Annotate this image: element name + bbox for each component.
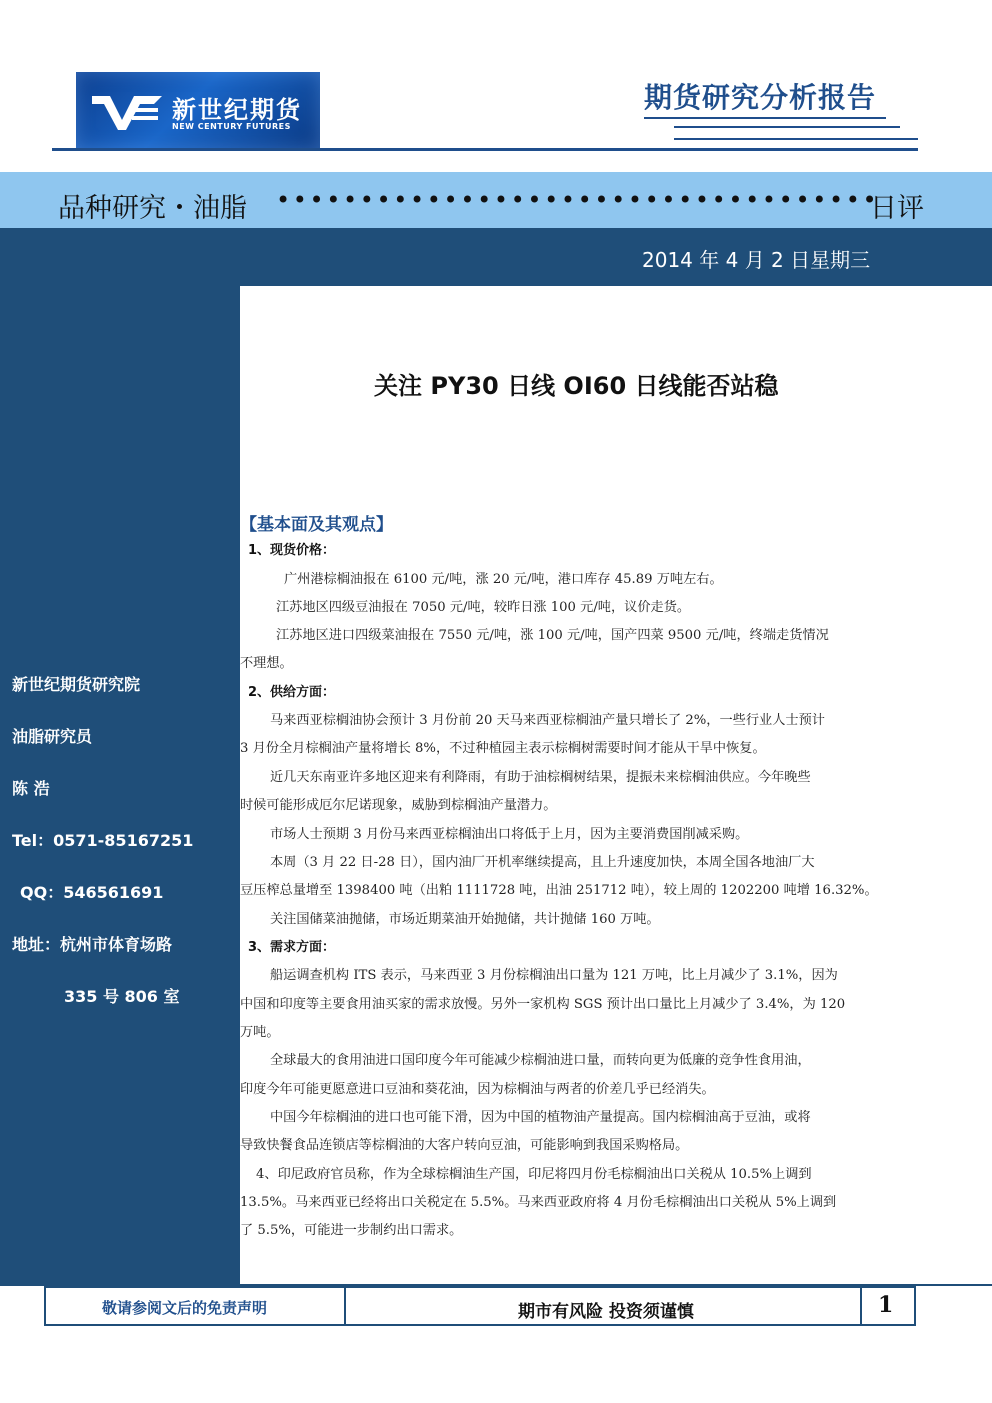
disclaimer-box[interactable] — [46, 1288, 346, 1324]
paragraph-line: 中国今年棕榈油的进口也可能下滑，因为中国的植物油产量提高。国内棕榈油高于豆油，或将 — [270, 1110, 811, 1125]
page-number-box — [860, 1288, 916, 1324]
paragraph-line: 江苏地区进口四级菜油报在 7550 元/吨，涨 100 元/吨，国产四菜 9500 元/吨，终端走货情况 — [276, 628, 829, 643]
paragraph-line: 13.5%。马来西亚已经将出口关税定在 5.5%。马来西亚政府将 4 月份毛棕榈油出口关税从 5%上调到 — [240, 1195, 837, 1210]
subheading-supply: 2、供给方面： — [248, 685, 336, 700]
author-address: 地址：杭州市体育场路 — [12, 935, 173, 954]
paragraph-line: 导致快餐食品连锁店等棕榈油的大客户转向豆油，可能影响到我国采购格局。 — [240, 1138, 689, 1153]
risk-warning: 期市有风险 投资须谨慎 — [518, 1302, 694, 1322]
page-footer — [44, 1286, 916, 1326]
author-phone: Tel：0571-85167251 — [12, 831, 194, 850]
paragraph-line: 了 5.5%，可能进一步制约出口需求。 — [240, 1223, 463, 1238]
paragraph-line: 马来西亚棕榈油协会预计 3 月份前 20 天马来西亚棕榈油产量只增长了 2%，一些行业人士预计 — [270, 713, 825, 728]
paragraph-line: 关注国储菜油抛储，市场近期菜油开始抛储，共计抛储 160 万吨。 — [270, 912, 660, 927]
paragraph-line: 万吨。 — [240, 1025, 280, 1040]
title-underline — [674, 138, 918, 140]
author-sidebar — [0, 286, 240, 1284]
paragraph-line: 江苏地区四级豆油报在 7050 元/吨，较昨日涨 100 元/吨，议价走货。 — [276, 600, 691, 615]
report-kind: 日评 — [870, 193, 924, 224]
author-qq: QQ：546561691 — [20, 883, 164, 902]
title-underline — [644, 117, 886, 119]
paragraph-line: 时候可能形成厄尔尼诺现象，威胁到棕榈油产量潜力。 — [240, 798, 557, 813]
section-heading: 【基本面及其观点】 — [240, 515, 393, 535]
paragraph-line: 全球最大的食用油进口国印度今年可能减少棕榈油进口量，而转向更为低廉的竞争性食用油， — [270, 1053, 811, 1068]
date-band — [0, 228, 992, 286]
header-divider — [52, 148, 918, 151]
paragraph-line: 豆压榨总量增至 1398400 吨（出粕 1111728 吨，出油 251712 吨），较上周的 1202200 吨增 16.32%。 — [240, 883, 878, 898]
institute-name: 新世纪期货研究院 — [12, 675, 141, 694]
logo-chinese-name: 新世纪期货 — [172, 95, 302, 124]
paragraph-line: 印度今年可能更愿意进口豆油和葵花油，因为棕榈油与两者的价差几乎已经消失。 — [240, 1082, 715, 1097]
paragraph-line: 市场人士预期 3 月份马来西亚棕榈油出口将低于上月，因为主要消费国削减采购。 — [270, 827, 749, 842]
subheading-spot-price: 1、现货价格： — [248, 543, 336, 558]
disclaimer-link[interactable]: 敬请参阅文后的免责声明 — [102, 1299, 268, 1317]
logo-mark-icon — [92, 90, 162, 134]
paragraph-line: 近几天东南亚许多地区迎来有利降雨，有助于油棕榈树结果，提振未来棕榈油供应。今年晚些 — [270, 770, 811, 785]
paragraph-line: 中国和印度等主要食用油买家的需求放慢。另外一家机构 SGS 预计出口量比上月减少了 3.4%，为 120 — [240, 997, 846, 1012]
author-name: 陈 浩 — [12, 779, 50, 798]
author-role: 油脂研究员 — [12, 727, 93, 746]
paragraph-line: 本周（3 月 22 日-28 日），国内油厂开机率继续提高，且上升速度加快，本周全国各地油厂大 — [270, 855, 815, 870]
dot-leader: •••••••••••••••••••••••••••••••••••• — [276, 186, 880, 214]
company-logo — [76, 72, 320, 150]
category-label: 品种研究・油脂 — [58, 193, 247, 224]
logo-english-name: NEW CENTURY FUTURES — [172, 122, 291, 131]
paragraph-line: 3 月份全月棕榈油产量将增长 8%，不过种植园主表示棕榈树需要时间才能从干旱中恢复。 — [240, 741, 766, 756]
report-title: 期货研究分析报告 — [644, 81, 877, 114]
subheading-demand: 3、需求方面： — [248, 940, 336, 955]
paragraph-line: 4、印尼政府官员称，作为全球棕榈油生产国，印尼将四月份毛棕榈油出口关税从 10.5%上调到 — [256, 1167, 812, 1182]
paragraph-line: 船运调查机构 ITS 表示，马来西亚 3 月份棕榈油出口量为 121 万吨，比上月减少了 3.1%，因为 — [270, 968, 838, 983]
category-band — [0, 172, 992, 228]
paragraph-line: 广州港棕榈油报在 6100 元/吨，涨 20 元/吨，港口库存 45.89 万吨左右。 — [284, 572, 723, 587]
author-address-room: 335 号 806 室 — [64, 987, 180, 1006]
article-title: 关注 PY30 日线 OI60 日线能否站稳 — [374, 372, 779, 400]
report-date: 2014 年 4 月 2 日星期三 — [642, 248, 871, 272]
paragraph-line: 不理想。 — [240, 656, 293, 671]
title-underline — [674, 126, 900, 128]
page-number: 1 — [878, 1292, 894, 1318]
